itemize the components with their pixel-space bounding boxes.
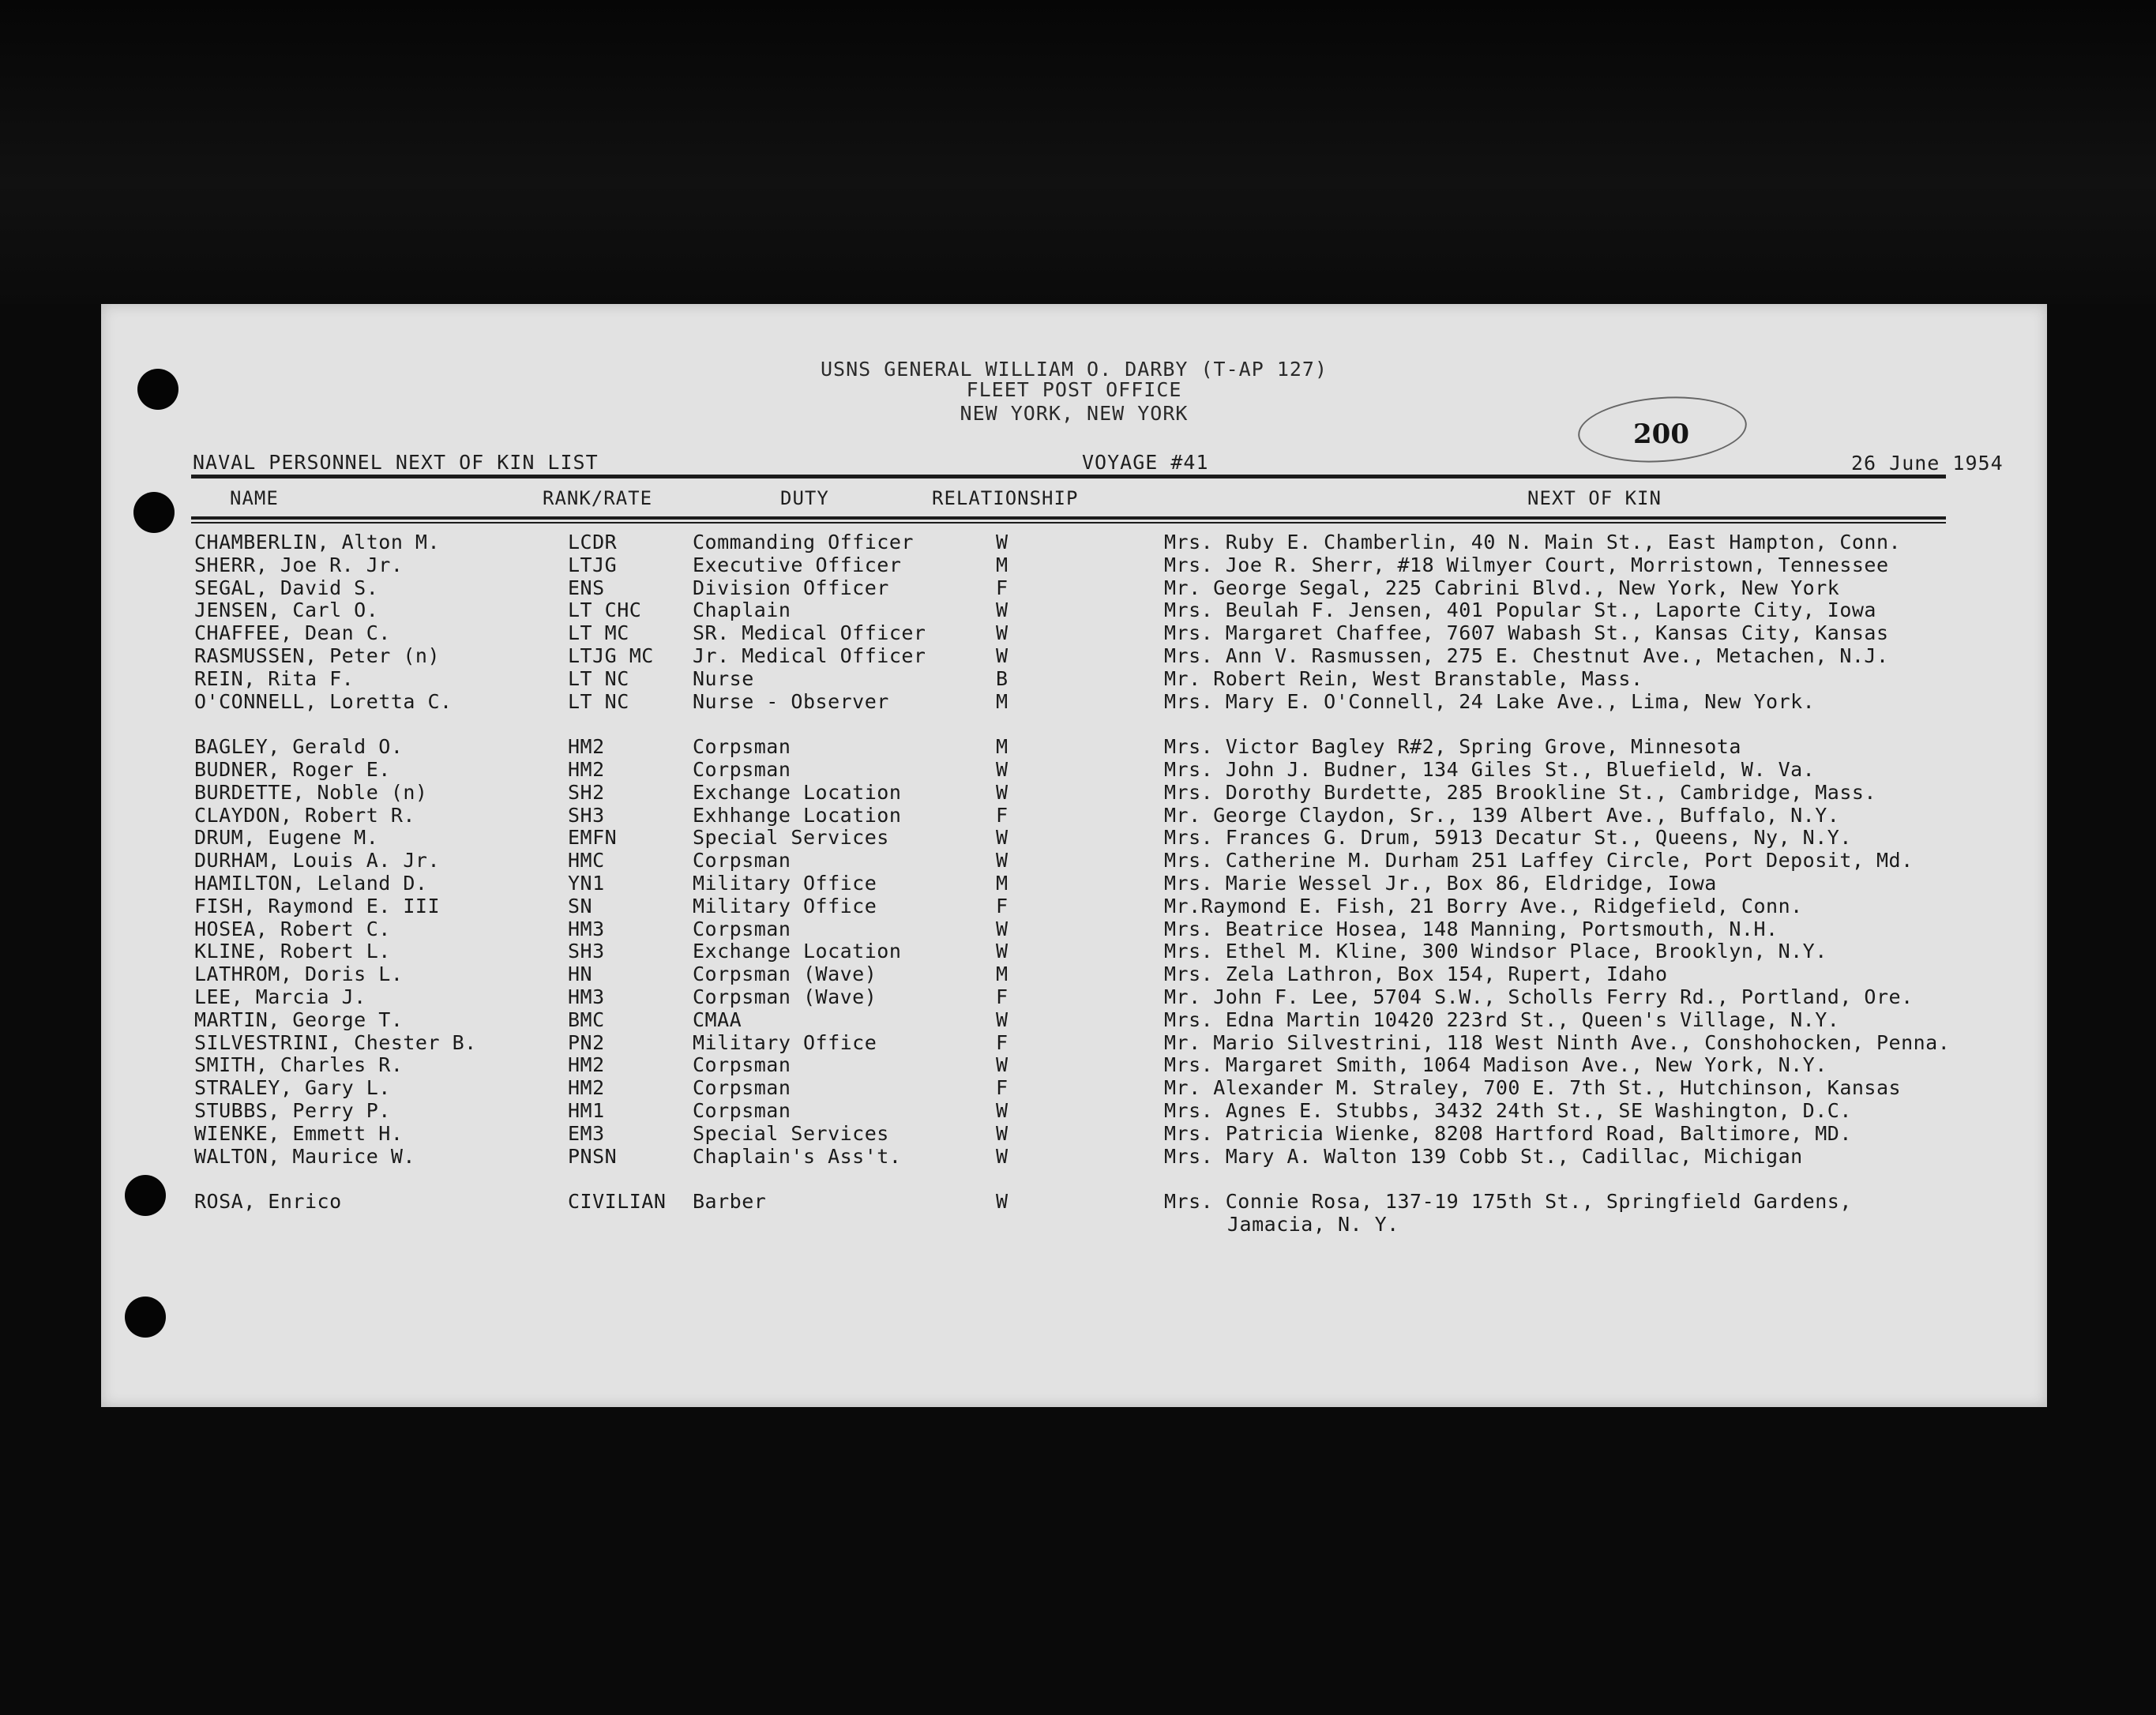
table-row (101, 781, 2047, 804)
duty-cell: Military Office (693, 894, 877, 918)
rank-cell: SH2 (568, 780, 605, 804)
next-of-kin-cell: Mr. John F. Lee, 5704 S.W., Scholls Ferry Rd., Portland, Ore. (1164, 985, 1914, 1008)
name-cell: REIN, Rita F. (194, 666, 355, 690)
name-cell: STUBBS, Perry P. (194, 1099, 391, 1122)
table-row (101, 599, 2047, 621)
rank-cell: LTJG (568, 553, 618, 576)
table-row (101, 690, 2047, 713)
rank-cell: EM3 (568, 1121, 605, 1145)
name-cell: CHAMBERLIN, Alton M. (194, 531, 441, 554)
next-of-kin-cell: Mrs. Edna Martin 10420 223rd St., Queen's Village, N.Y. (1164, 1008, 1840, 1031)
table-row (101, 1099, 2047, 1122)
voyage-number: VOYAGE #41 (1082, 451, 1209, 474)
table-row (101, 554, 2047, 576)
name-cell: O'CONNELL, Loretta C. (194, 689, 453, 713)
next-of-kin-cell: Mrs. Mary E. O'Connell, 24 Lake Ave., Lima, New York. (1164, 689, 1816, 713)
table-row (101, 1190, 2047, 1237)
table-row (101, 1076, 2047, 1099)
next-of-kin-cell: Mrs. Joe R. Sherr, #18 Wilmyer Court, Morristown, Tennessee (1164, 553, 1889, 576)
table-row (101, 918, 2047, 940)
next-of-kin-cell: Mrs. Frances G. Drum, 5913 Decatur St., Queens, Ny, N.Y. (1164, 826, 1852, 850)
relationship-cell: W (996, 1190, 1009, 1214)
relationship-cell: F (996, 1076, 1009, 1100)
rank-cell: HM2 (568, 1076, 605, 1100)
duty-cell: Chaplain (693, 599, 791, 622)
next-of-kin-cell: Mrs. Catherine M. Durham 251 Laffey Circle, Port Deposit, Md. (1164, 849, 1914, 873)
next-of-kin-cell: Mrs. Margaret Smith, 1064 Madison Ave., New York, N.Y. (1164, 1053, 1827, 1077)
duty-cell: Corpsman (693, 917, 791, 940)
ship-name: USNS GENERAL WILLIAM O. DARBY (T-AP 127) (820, 358, 1328, 381)
relationship-cell: F (996, 894, 1009, 918)
relationship-cell: W (996, 1121, 1009, 1145)
header-rule-bottom-thin (191, 522, 1946, 524)
next-of-kin-cell: Mrs. Agnes E. Stubbs, 3432 24th St., SE Washington, D.C. (1164, 1099, 1852, 1122)
next-of-kin-cell: Mrs. Beatrice Hosea, 148 Manning, Portsmouth, N.H. (1164, 917, 1779, 940)
column-header-relationship: RELATIONSHIP (932, 487, 1079, 509)
relationship-cell: F (996, 1030, 1009, 1054)
duty-cell: Military Office (693, 872, 877, 895)
next-of-kin-cell: Mrs. Margaret Chaffee, 7607 Wabash St., Kansas City, Kansas (1164, 621, 1889, 645)
duty-cell: CMAA (693, 1008, 742, 1031)
duty-cell: Corpsman (693, 849, 791, 873)
duty-cell: Exhhange Location (693, 803, 902, 827)
scan-background (0, 0, 2156, 304)
name-cell: RASMUSSEN, Peter (n) (194, 644, 441, 667)
relationship-cell: W (996, 599, 1009, 622)
relationship-cell: W (996, 826, 1009, 850)
relationship-cell: W (996, 621, 1009, 645)
name-cell: SHERR, Joe R. Jr. (194, 553, 404, 576)
name-cell: BUDNER, Roger E. (194, 758, 391, 781)
name-cell: LATHROM, Doris L. (194, 963, 404, 986)
name-cell: BAGLEY, Gerald O. (194, 735, 404, 759)
name-cell: HAMILTON, Leland D. (194, 872, 428, 895)
rank-cell: LTJG MC (568, 644, 654, 667)
relationship-cell: M (996, 735, 1009, 759)
next-of-kin-cell: Mrs. Beulah F. Jensen, 401 Popular St., Laporte City, Iowa (1164, 599, 1876, 622)
relationship-cell: M (996, 963, 1009, 986)
duty-cell: Corpsman (693, 1076, 791, 1100)
rank-cell: SN (568, 894, 593, 918)
relationship-cell: W (996, 1053, 1009, 1077)
column-header-next-of-kin: NEXT OF KIN (1527, 487, 1662, 509)
name-cell: WIENKE, Emmett H. (194, 1121, 404, 1145)
next-of-kin-cell: Mr.Raymond E. Fish, 21 Borry Ave., Ridgefield, Conn. (1164, 894, 1803, 918)
duty-cell: Chaplain's Ass't. (693, 1144, 902, 1168)
duty-cell: Corpsman (693, 1099, 791, 1122)
table-row (101, 531, 2047, 554)
next-of-kin-continuation-cell: Jamacia, N. Y. (1227, 1213, 1399, 1237)
duty-cell: Jr. Medical Officer (693, 644, 926, 667)
table-row (101, 758, 2047, 781)
relationship-cell: W (996, 1008, 1009, 1031)
duty-cell: Special Services (693, 1121, 889, 1145)
next-of-kin-cell: Mr. George Segal, 225 Cabrini Blvd., New York, New York (1164, 576, 1840, 599)
table-row (101, 985, 2047, 1008)
rank-cell: HN (568, 963, 593, 986)
duty-cell: SR. Medical Officer (693, 621, 926, 645)
relationship-cell: B (996, 666, 1009, 690)
next-of-kin-cell: Mrs. Ruby E. Chamberlin, 40 N. Main St., East Hampton, Conn. (1164, 531, 1902, 554)
duty-cell: Commanding Officer (693, 531, 914, 554)
reference-number: 200 (1633, 418, 1689, 450)
duty-cell: Exchange Location (693, 780, 902, 804)
rank-cell: CIVILIAN (568, 1190, 667, 1214)
punch-hole (125, 1297, 166, 1338)
table-row (101, 849, 2047, 872)
rank-cell: LT NC (568, 689, 629, 713)
relationship-cell: M (996, 872, 1009, 895)
table-row (101, 940, 2047, 963)
duty-cell: Military Office (693, 1030, 877, 1054)
relationship-cell: F (996, 985, 1009, 1008)
rank-cell: PN2 (568, 1030, 605, 1054)
duty-cell: Nurse - Observer (693, 689, 889, 713)
name-cell: SILVESTRINI, Chester B. (194, 1030, 477, 1054)
rank-cell: HMC (568, 849, 605, 873)
rank-cell: EMFN (568, 826, 618, 850)
table-row (101, 1145, 2047, 1168)
rank-cell: LT NC (568, 666, 629, 690)
rank-cell: ENS (568, 576, 605, 599)
rank-cell: PNSN (568, 1144, 618, 1168)
duty-cell: Corpsman (Wave) (693, 963, 877, 986)
city: NEW YORK, NEW YORK (960, 402, 1189, 425)
column-header-rank: RANK/RATE (543, 487, 653, 509)
next-of-kin-cell: Mr. George Claydon, Sr., 139 Albert Ave., Buffalo, N.Y. (1164, 803, 1840, 827)
next-of-kin-cell: Mrs. Patricia Wienke, 8208 Hartford Road, Baltimore, MD. (1164, 1121, 1852, 1145)
table-row (101, 1053, 2047, 1076)
rank-cell: HM3 (568, 985, 605, 1008)
name-cell: ROSA, Enrico (194, 1190, 342, 1214)
rank-cell: BMC (568, 1008, 605, 1031)
name-cell: DRUM, Eugene M. (194, 826, 379, 850)
duty-cell: Corpsman (693, 758, 791, 781)
relationship-cell: W (996, 940, 1009, 963)
rank-cell: HM3 (568, 917, 605, 940)
table-row (101, 963, 2047, 985)
relationship-cell: W (996, 780, 1009, 804)
rank-cell: HM2 (568, 735, 605, 759)
next-of-kin-cell: Mrs. John J. Budner, 134 Giles St., Bluefield, W. Va. (1164, 758, 1816, 781)
next-of-kin-cell: Mrs. Zela Lathron, Box 154, Rupert, Idaho (1164, 963, 1668, 986)
name-cell: BURDETTE, Noble (n) (194, 780, 428, 804)
next-of-kin-cell: Mrs. Ann V. Rasmussen, 275 E. Chestnut Ave., Metachen, N.J. (1164, 644, 1889, 667)
duty-cell: Corpsman (693, 1053, 791, 1077)
duty-cell: Special Services (693, 826, 889, 850)
name-cell: DURHAM, Louis A. Jr. (194, 849, 441, 873)
document-sheet (101, 304, 2047, 1407)
name-cell: FISH, Raymond E. III (194, 894, 441, 918)
next-of-kin-cell: Mr. Mario Silvestrini, 118 West Ninth Ave., Conshohocken, Penna. (1164, 1030, 1951, 1054)
next-of-kin-cell: Mrs. Mary A. Walton 139 Cobb St., Cadillac, Michigan (1164, 1144, 1803, 1168)
table-row (101, 826, 2047, 849)
name-cell: SMITH, Charles R. (194, 1053, 404, 1077)
table-row (101, 576, 2047, 599)
next-of-kin-cell: Mr. Alexander M. Straley, 700 E. 7th St., Hutchinson, Kansas (1164, 1076, 1902, 1100)
punch-hole (133, 492, 175, 533)
relationship-cell: M (996, 689, 1009, 713)
rank-cell: LT MC (568, 621, 629, 645)
table-row (101, 644, 2047, 667)
name-cell: STRALEY, Gary L. (194, 1076, 391, 1100)
relationship-cell: W (996, 1144, 1009, 1168)
duty-cell: Nurse (693, 666, 754, 690)
table-row (101, 735, 2047, 758)
name-cell: CHAFFEE, Dean C. (194, 621, 391, 645)
name-cell: HOSEA, Robert C. (194, 917, 391, 940)
name-cell: MARTIN, George T. (194, 1008, 404, 1031)
rank-cell: YN1 (568, 872, 605, 895)
duty-cell: Corpsman (Wave) (693, 985, 877, 1008)
rank-cell: SH3 (568, 803, 605, 827)
rank-cell: SH3 (568, 940, 605, 963)
table-row (101, 1122, 2047, 1145)
table-row (101, 667, 2047, 690)
list-date: 26 June 1954 (1851, 452, 2004, 475)
relationship-cell: W (996, 917, 1009, 940)
relationship-cell: W (996, 644, 1009, 667)
relationship-cell: W (996, 531, 1009, 554)
table-row (101, 895, 2047, 918)
duty-cell: Barber (693, 1190, 767, 1214)
name-cell: SEGAL, David S. (194, 576, 379, 599)
relationship-cell: F (996, 803, 1009, 827)
rank-cell: LT CHC (568, 599, 642, 622)
relationship-cell: W (996, 758, 1009, 781)
rank-cell: HM2 (568, 758, 605, 781)
next-of-kin-cell: Mrs. Dorothy Burdette, 285 Brookline St., Cambridge, Mass. (1164, 780, 1876, 804)
relationship-cell: W (996, 849, 1009, 873)
post-office: FLEET POST OFFICE (966, 378, 1182, 401)
name-cell: KLINE, Robert L. (194, 940, 391, 963)
next-of-kin-cell: Mrs. Marie Wessel Jr., Box 86, Eldridge, Iowa (1164, 872, 1717, 895)
relationship-cell: F (996, 576, 1009, 599)
duty-cell: Executive Officer (693, 553, 902, 576)
name-cell: CLAYDON, Robert R. (194, 803, 415, 827)
name-cell: JENSEN, Carl O. (194, 599, 379, 622)
rank-cell: HM1 (568, 1099, 605, 1122)
name-cell: LEE, Marcia J. (194, 985, 366, 1008)
duty-cell: Corpsman (693, 735, 791, 759)
name-cell: WALTON, Maurice W. (194, 1144, 415, 1168)
next-of-kin-cell: Mrs. Ethel M. Kline, 300 Windsor Place, Brooklyn, N.Y. (1164, 940, 1827, 963)
table-row (101, 1008, 2047, 1031)
table-row (101, 621, 2047, 644)
table-row (101, 1031, 2047, 1054)
list-title: NAVAL PERSONNEL NEXT OF KIN LIST (193, 451, 599, 474)
next-of-kin-cell: Mrs. Victor Bagley R#2, Spring Grove, Minnesota (1164, 735, 1741, 759)
duty-cell: Exchange Location (693, 940, 902, 963)
column-header-duty: DUTY (780, 487, 829, 509)
next-of-kin-cell: Mrs. Connie Rosa, 137-19 175th St., Springfield Gardens, (1164, 1190, 1852, 1214)
next-of-kin-cell: Mr. Robert Rein, West Branstable, Mass. (1164, 666, 1643, 690)
relationship-cell: M (996, 553, 1009, 576)
header-rule-bottom (191, 516, 1946, 520)
rank-cell: LCDR (568, 531, 618, 554)
table-row (101, 804, 2047, 827)
table-row (101, 872, 2047, 895)
relationship-cell: W (996, 1099, 1009, 1122)
rank-cell: HM2 (568, 1053, 605, 1077)
duty-cell: Division Officer (693, 576, 889, 599)
column-header-name: NAME (230, 487, 279, 509)
header-rule-top (191, 475, 1946, 478)
